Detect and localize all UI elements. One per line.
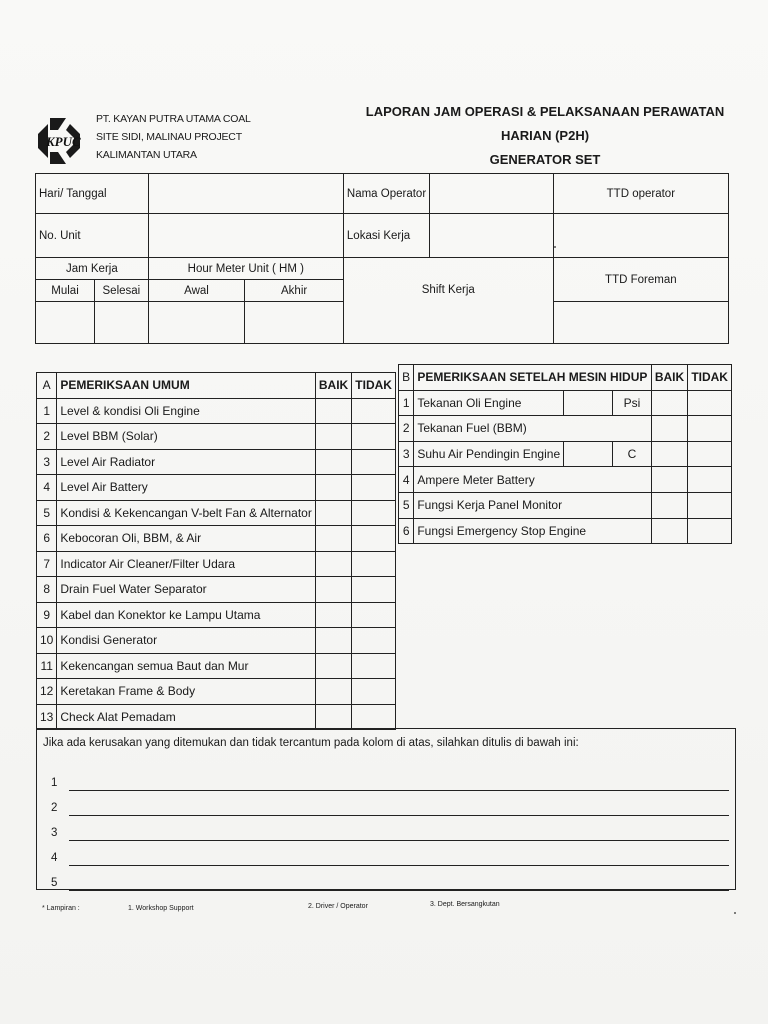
tidak-checkbox-cell[interactable] xyxy=(352,704,396,730)
row-number: 12 xyxy=(37,679,57,705)
row-number: 10 xyxy=(37,628,57,654)
section-b-row xyxy=(399,441,732,467)
tidak-checkbox-cell[interactable] xyxy=(688,467,732,493)
check-item-label: Suhu Air Pendingin Engine xyxy=(414,441,564,467)
kpuc-logo xyxy=(36,116,88,166)
awal-label: Awal xyxy=(148,280,245,302)
row-number: 13 xyxy=(37,704,57,730)
note-line-number: 4 xyxy=(51,852,58,864)
selesai-field[interactable] xyxy=(95,302,149,344)
ttd-foreman-field[interactable] xyxy=(553,302,728,344)
tidak-checkbox-cell[interactable] xyxy=(352,602,396,628)
footer-item-3: 3. Dept. Bersangkutan xyxy=(430,901,500,908)
baik-checkbox-cell[interactable] xyxy=(315,577,351,603)
tidak-checkbox-cell[interactable] xyxy=(688,518,732,544)
footer-item-1: 1. Workshop Support xyxy=(128,905,194,912)
row-number: 2 xyxy=(37,424,57,450)
section-b-row xyxy=(399,492,732,518)
row-number: 7 xyxy=(37,551,57,577)
check-item-label: Indicator Air Cleaner/Filter Udara xyxy=(57,551,316,577)
notes-box xyxy=(36,728,736,890)
no-unit-label: No. Unit xyxy=(36,214,149,258)
ttd-operator-label: TTD operator xyxy=(553,174,728,214)
row-number: 1 xyxy=(399,390,414,416)
row-number: 4 xyxy=(37,475,57,501)
section-a-tidak-header: TIDAK xyxy=(352,373,396,399)
section-b-baik-header: BAIK xyxy=(651,365,688,391)
footer-item-2: 2. Driver / Operator xyxy=(308,903,368,910)
baik-checkbox-cell[interactable] xyxy=(315,704,351,730)
check-item-label: Level & kondisi Oli Engine xyxy=(57,398,316,424)
row-number: 2 xyxy=(399,416,414,442)
tidak-checkbox-cell[interactable] xyxy=(688,416,732,442)
section-a-row xyxy=(37,602,396,628)
row-number: 11 xyxy=(37,653,57,679)
document-subtitle: GENERATOR SET xyxy=(489,152,601,167)
section-b-row xyxy=(399,518,732,544)
check-item-label: Check Alat Pemadam xyxy=(57,704,316,730)
tidak-checkbox-cell[interactable] xyxy=(352,449,396,475)
section-a-row xyxy=(37,500,396,526)
hour-meter-label: Hour Meter Unit ( HM ) xyxy=(148,258,343,280)
row-number: 6 xyxy=(399,518,414,544)
note-line-number: 2 xyxy=(51,802,58,814)
section-a-row xyxy=(37,628,396,654)
measurement-value-field[interactable] xyxy=(564,441,613,467)
check-item-label: Tekanan Fuel (BBM) xyxy=(414,416,651,442)
company-site: SITE SIDI, MALINAU PROJECT xyxy=(96,131,242,143)
note-line-rule xyxy=(69,865,729,866)
notes-instruction: Jika ada kerusakan yang ditemukan dan tidak tercantum pada kolom di atas, silahkan ditulis di bawah ini: xyxy=(43,737,579,749)
tidak-checkbox-cell[interactable] xyxy=(352,424,396,450)
section-a-row xyxy=(37,679,396,705)
baik-checkbox-cell[interactable] xyxy=(315,398,351,424)
note-line-rule xyxy=(69,890,729,891)
tidak-checkbox-cell[interactable] xyxy=(352,653,396,679)
row-number: 3 xyxy=(399,441,414,467)
shift-kerja-label: Shift Kerja xyxy=(343,258,553,344)
section-a-row xyxy=(37,551,396,577)
section-a-row xyxy=(37,526,396,552)
section-a-row xyxy=(37,577,396,603)
baik-checkbox-cell[interactable] xyxy=(315,500,351,526)
section-b-row xyxy=(399,390,732,416)
awal-field[interactable] xyxy=(148,302,245,344)
measurement-value-field[interactable] xyxy=(564,390,613,416)
check-item-label: Fungsi Emergency Stop Engine xyxy=(414,518,651,544)
row-number: 8 xyxy=(37,577,57,603)
note-line[interactable] xyxy=(49,827,729,843)
lokasi-kerja-field[interactable] xyxy=(430,214,554,258)
check-item-label: Ampere Meter Battery xyxy=(414,467,651,493)
section-b-title: PEMERIKSAAN SETELAH MESIN HIDUP xyxy=(414,365,651,391)
company-info xyxy=(96,110,251,164)
baik-checkbox-cell[interactable] xyxy=(315,602,351,628)
ink-speck xyxy=(554,246,556,248)
section-a-row xyxy=(37,704,396,730)
row-number: 3 xyxy=(37,449,57,475)
tidak-checkbox-cell[interactable] xyxy=(352,577,396,603)
note-line-rule xyxy=(69,790,729,791)
section-b-tidak-header: TIDAK xyxy=(688,365,732,391)
check-item-label: Level Air Radiator xyxy=(57,449,316,475)
baik-checkbox-cell[interactable] xyxy=(315,653,351,679)
note-line[interactable] xyxy=(49,802,729,818)
note-line-number: 5 xyxy=(51,877,58,889)
note-line-rule xyxy=(69,840,729,841)
section-b-row xyxy=(399,467,732,493)
baik-checkbox-cell[interactable] xyxy=(315,475,351,501)
company-region: KALIMANTAN UTARA xyxy=(96,149,197,161)
tidak-checkbox-cell[interactable] xyxy=(688,441,732,467)
note-line-number: 1 xyxy=(51,777,58,789)
mulai-label: Mulai xyxy=(36,280,95,302)
ttd-foreman-label: TTD Foreman xyxy=(553,258,728,302)
row-number: 4 xyxy=(399,467,414,493)
baik-checkbox-cell[interactable] xyxy=(315,679,351,705)
row-number: 9 xyxy=(37,602,57,628)
baik-checkbox-cell[interactable] xyxy=(651,441,688,467)
tidak-checkbox-cell[interactable] xyxy=(688,390,732,416)
section-b-row xyxy=(399,416,732,442)
row-number: 5 xyxy=(399,492,414,518)
baik-checkbox-cell[interactable] xyxy=(651,416,688,442)
tidak-checkbox-cell[interactable] xyxy=(352,475,396,501)
measurement-unit: Psi xyxy=(613,390,651,416)
check-item-label: Kondisi Generator xyxy=(57,628,316,654)
row-number: 1 xyxy=(37,398,57,424)
baik-checkbox-cell[interactable] xyxy=(651,492,688,518)
document-title: LAPORAN JAM OPERASI & PELAKSANAAN PERAWATAN HARIAN (P2H) xyxy=(365,104,725,143)
row-number: 5 xyxy=(37,500,57,526)
note-line[interactable] xyxy=(49,852,729,868)
baik-checkbox-cell[interactable] xyxy=(315,424,351,450)
info-table xyxy=(35,173,729,344)
section-a-table xyxy=(36,372,396,730)
lokasi-kerja-label: Lokasi Kerja xyxy=(343,214,429,258)
measurement-unit: C xyxy=(613,441,651,467)
ink-speck xyxy=(734,912,736,914)
check-item-label: Kekencangan semua Baut dan Mur xyxy=(57,653,316,679)
tidak-checkbox-cell[interactable] xyxy=(352,526,396,552)
mulai-field[interactable] xyxy=(36,302,95,344)
document-title-block xyxy=(340,100,750,172)
company-name: PT. KAYAN PUTRA UTAMA COAL xyxy=(96,113,251,125)
akhir-label: Akhir xyxy=(245,280,344,302)
check-item-label: Kebocoran Oli, BBM, & Air xyxy=(57,526,316,552)
baik-checkbox-cell[interactable] xyxy=(651,390,688,416)
baik-checkbox-cell[interactable] xyxy=(651,518,688,544)
tidak-checkbox-cell[interactable] xyxy=(352,551,396,577)
akhir-field[interactable] xyxy=(245,302,344,344)
check-item-label: Kabel dan Konektor ke Lampu Utama xyxy=(57,602,316,628)
check-item-label: Keretakan Frame & Body xyxy=(57,679,316,705)
note-line-number: 3 xyxy=(51,827,58,839)
baik-checkbox-cell[interactable] xyxy=(315,526,351,552)
section-a-letter: A xyxy=(37,373,57,399)
footer-lampiran: * Lampiran : xyxy=(42,905,80,912)
baik-checkbox-cell[interactable] xyxy=(651,467,688,493)
hari-tanggal-label: Hari/ Tanggal xyxy=(36,174,149,214)
tidak-checkbox-cell[interactable] xyxy=(352,679,396,705)
note-line-rule xyxy=(69,815,729,816)
section-a-row xyxy=(37,475,396,501)
section-a-row xyxy=(37,449,396,475)
baik-checkbox-cell[interactable] xyxy=(315,449,351,475)
section-a-baik-header: BAIK xyxy=(315,373,351,399)
check-item-label: Kondisi & Kekencangan V-belt Fan & Alternator xyxy=(57,500,316,526)
section-a-title: PEMERIKSAAN UMUM xyxy=(57,373,316,399)
tidak-checkbox-cell[interactable] xyxy=(352,398,396,424)
check-item-label: Drain Fuel Water Separator xyxy=(57,577,316,603)
section-b-letter: B xyxy=(399,365,414,391)
tidak-checkbox-cell[interactable] xyxy=(688,492,732,518)
note-line[interactable] xyxy=(49,877,729,893)
tidak-checkbox-cell[interactable] xyxy=(352,628,396,654)
section-a-row xyxy=(37,424,396,450)
baik-checkbox-cell[interactable] xyxy=(315,628,351,654)
svg-text:KPUC: KPUC xyxy=(46,134,81,149)
check-item-label: Tekanan Oli Engine xyxy=(414,390,564,416)
section-b-table xyxy=(398,364,732,544)
hari-tanggal-field[interactable] xyxy=(148,174,343,214)
check-item-label: Level Air Battery xyxy=(57,475,316,501)
no-unit-field[interactable] xyxy=(148,214,343,258)
row-number: 6 xyxy=(37,526,57,552)
tidak-checkbox-cell[interactable] xyxy=(352,500,396,526)
ttd-operator-field[interactable] xyxy=(553,214,728,258)
check-item-label: Fungsi Kerja Panel Monitor xyxy=(414,492,651,518)
check-item-label: Level BBM (Solar) xyxy=(57,424,316,450)
jam-kerja-label: Jam Kerja xyxy=(36,258,149,280)
section-a-row xyxy=(37,653,396,679)
section-a-row xyxy=(37,398,396,424)
baik-checkbox-cell[interactable] xyxy=(315,551,351,577)
note-line[interactable] xyxy=(49,777,729,793)
selesai-label: Selesai xyxy=(95,280,149,302)
nama-operator-label: Nama Operator xyxy=(343,174,429,214)
nama-operator-field[interactable] xyxy=(430,174,554,214)
